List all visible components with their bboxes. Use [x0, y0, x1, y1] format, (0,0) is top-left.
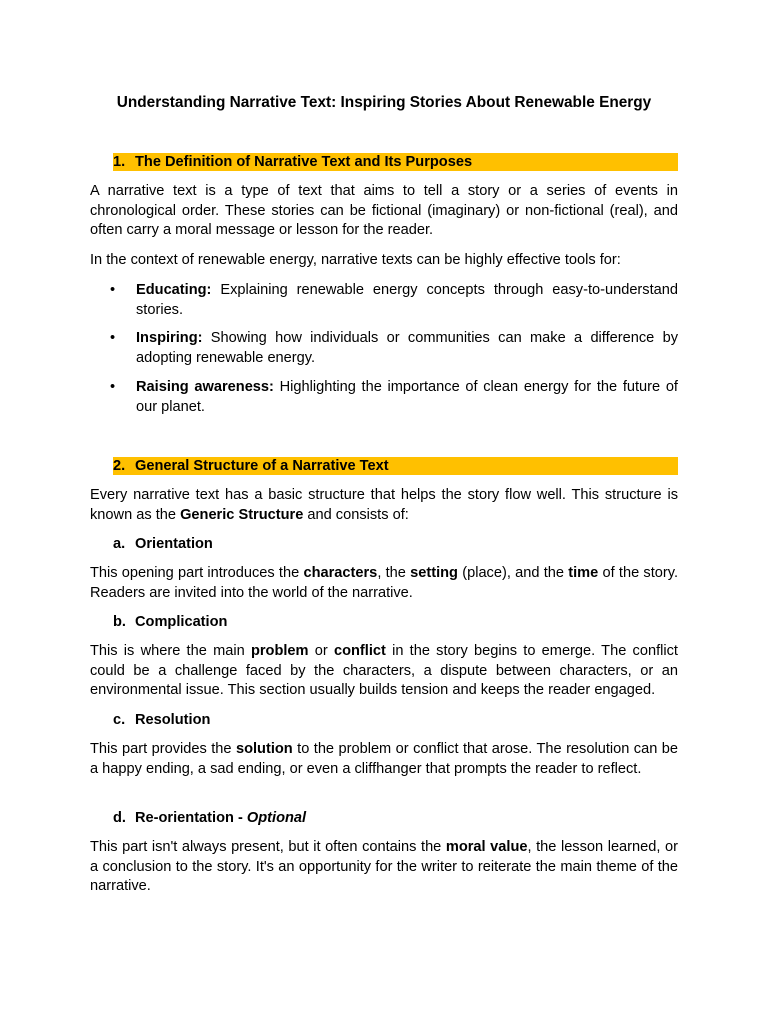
bullet-term: Inspiring: [136, 330, 203, 346]
optional-label: Optional [246, 810, 307, 826]
section-heading-structure [113, 457, 678, 475]
bullet-text: Showing how individuals or communities can make a difference by adopting renewable energy. [136, 330, 678, 366]
section-title: The Definition of Narrative Text and Its Purposes [135, 154, 473, 170]
structure-intro-paragraph: Every narrative text has a basic structure that helps the story flow well. This structure is known as the Generic Structure and consists of: [90, 487, 678, 523]
section-number: 1. [113, 154, 126, 170]
list-item-inspiring [110, 329, 678, 368]
bullet-marker: • [110, 330, 116, 346]
section-heading-definition [113, 153, 678, 171]
section-number: 2. [113, 458, 126, 474]
reorientation-paragraph: This part isn't always present, but it often contains the moral value, the lesson learned, or a conclusion to the story. It's an opportunity for the writer to reiterate the main theme of the narrative. [90, 839, 678, 895]
bullet-text: Highlighting the importance of clean energy for the future of our planet. [136, 379, 678, 415]
subheading-resolution: c. Resolution [113, 712, 211, 728]
subheading-reorientation: d. Re-orientation - Optional [113, 810, 307, 826]
bullet-text: Explaining renewable energy concepts through easy-to-understand stories. [136, 282, 678, 318]
bullet-marker: • [110, 379, 116, 395]
definition-paragraph: A narrative text is a type of text that aims to tell a story or a series of events in chronological order. These stories can be fictional (imaginary) or non-fictional (real), and often carry a moral message or lesson for the reader. [90, 183, 678, 239]
document-title: Understanding Narrative Text: Inspiring Stories About Renewable Energy [116, 94, 652, 111]
list-item-raising-awareness [110, 378, 678, 417]
bullet-term: Educating: [136, 282, 212, 298]
bullet-term: Raising awareness: [136, 379, 274, 395]
context-paragraph: In the context of renewable energy, narrative texts can be highly effective tools for: [90, 252, 621, 268]
subheading-orientation: a. Orientation [113, 536, 213, 552]
complication-paragraph: This is where the main problem or conflict in the story begins to emerge. The conflict could be a challenge faced by the characters, a dispute between characters, or an environmental issue. This section usually builds tension and keeps the reader engaged. [90, 643, 678, 699]
generic-structure-term: Generic Structure [180, 506, 304, 523]
resolution-paragraph: This part provides the solution to the problem or conflict that arose. The resolution can be a happy ending, a sad ending, or even a cliffhanger that prompts the reader to reflect. [90, 741, 678, 777]
orientation-paragraph: This opening part introduces the characters, the setting (place), and the time of the story. Readers are invited into the world of the narrative. [90, 565, 679, 601]
list-item-educating [110, 281, 678, 320]
subheading-complication: b. Complication [113, 614, 228, 630]
section-title: General Structure of a Narrative Text [135, 458, 389, 474]
bullet-marker: • [110, 282, 116, 298]
